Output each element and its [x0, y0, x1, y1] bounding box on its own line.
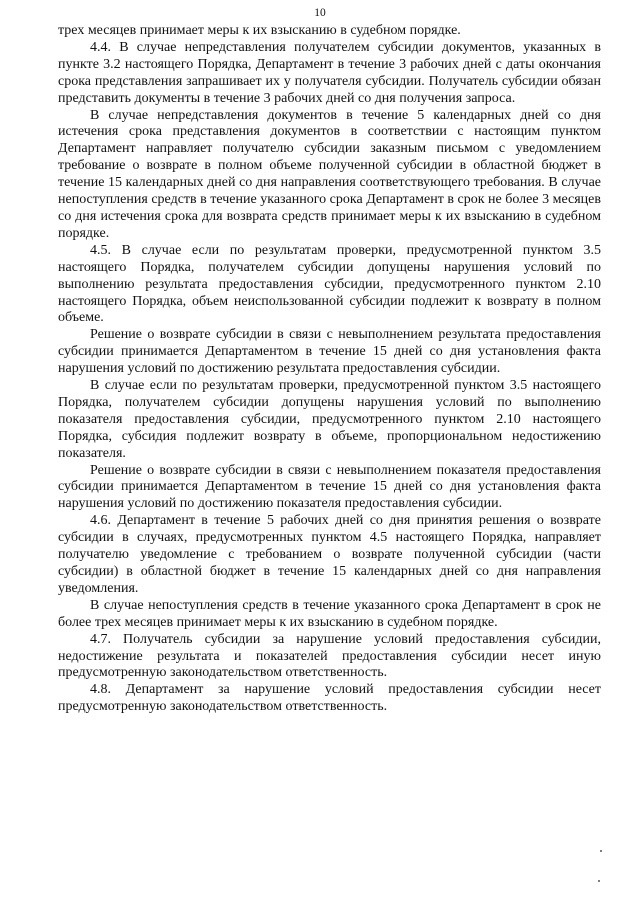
paragraph-4-8: 4.8. Департамент за нарушение условий предоставления субсидии несет предусмотренную законодательством ответственность.	[58, 682, 601, 715]
paragraph-4-6-non-receipt: В случае непоступления средств в течение указанного срока Департамент в срок не более трех месяцев принимает меры к их взысканию в судебном порядке.	[58, 597, 601, 630]
paragraph-4-4-non-submission: В случае непредставления документов в течение 5 календарных дней со дня истечения срока представления документов в соответствии с настоящим пунктом Департамент направляет получателю субсидии заказным письмом с уведомлением требование о возврате в полном объеме полученной субсидии в областной бюджет в течение 15 календарных дней со дня направления соответствующего требования. В случае непоступления средств в течение указанного срока Департамент в срок не более 3 месяцев со дня истечения срока для возврата средств принимает меры к их взысканию в судебном порядке.	[58, 107, 601, 241]
paragraph-4-5-result-decision: Решение о возврате субсидии в связи с невыполнением результата предоставления субсидии принимается Департаментом в течение 15 дней со дня установления факта нарушения условий по достижению результата предоставления субсидии.	[58, 327, 601, 377]
document-body	[58, 23, 601, 716]
paragraph-4-7: 4.7. Получатель субсидии за нарушение условий предоставления субсидии, недостижение результата и показателей предоставления субсидии несет иную предусмотренную законодательством ответственность.	[58, 631, 601, 681]
paragraph-4-5-indicator-violation: В случае если по результатам проверки, предусмотренной пунктом 3.5 настоящего Порядка, получателем субсидии допущены нарушения условий по выполнению показателя предоставления субсидии, предусмотренного пунктом 2.10 настоящего Порядка, субсидия подлежит возврату в объеме, пропорциональном недостижению показателя.	[58, 378, 601, 461]
paragraph-4-5: 4.5. В случае если по результатам проверки, предусмотренной пунктом 3.5 настоящего Порядка, получателем субсидии допущены нарушения условий по выполнению результата предоставления субсидии, предусмотренного пунктом 2.10 настоящего Порядка, объем неиспользованной субсидии подлежит к возврату в полном объеме.	[58, 242, 601, 326]
scan-speck	[600, 850, 602, 852]
paragraph-4-5-indicator-decision: Решение о возврате субсидии в связи с невыполнением показателя предоставления субсидии принимается Департаментом в течение 15 дней со дня установления факта нарушения условий по достижению показателя предоставления субсидии.	[58, 462, 601, 512]
paragraph-4-6: 4.6. Департамент в течение 5 рабочих дней со дня принятия решения о возврате субсидии в случаях, предусмотренных пунктом 4.5 настоящего Порядка, направляет получателю уведомление с требованием о возврате полученной субсидии (части субсидии) в областной бюджет в течение 15 календарных дней со дня направления уведомления.	[58, 513, 601, 596]
paragraph-4-4: 4.4. В случае непредставления получателем субсидии документов, указанных в пункте 3.2 настоящего Порядка, Департамент в течение 3 рабочих дней с даты окончания срока представления запрашивает их у получателя субсидии. Получатель субсидии обязан представить документы в течение 3 рабочих дней со дня получения запроса.	[58, 39, 601, 106]
paragraph-continuation: трех месяцев принимает меры к их взысканию в судебном порядке.	[58, 23, 461, 38]
scan-speck	[598, 880, 600, 882]
page-number: 10	[314, 7, 326, 19]
